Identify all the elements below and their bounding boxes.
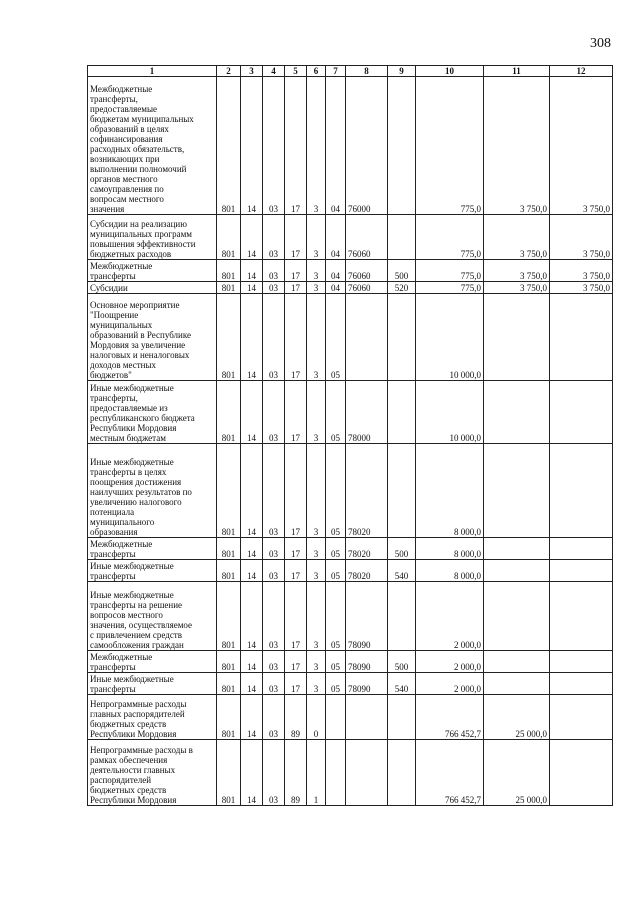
column-header: 1 — [88, 66, 217, 77]
cell-c2: 801 — [217, 651, 241, 673]
table-row — [88, 282, 613, 294]
cell-c10: 766 452,7 — [416, 695, 484, 740]
cell-c9 — [388, 381, 416, 444]
cell-c5: 89 — [285, 740, 307, 806]
cell-c5: 89 — [285, 695, 307, 740]
cell-c6: 3 — [307, 444, 326, 538]
cell-c2: 801 — [217, 260, 241, 282]
cell-c4: 03 — [263, 444, 285, 538]
cell-c8: 76000 — [346, 77, 388, 215]
cell-c8: 78090 — [346, 651, 388, 673]
cell-c6: 3 — [307, 651, 326, 673]
row-name-cell: Межбюджетные трансферты — [88, 260, 217, 282]
cell-c4: 03 — [263, 651, 285, 673]
cell-c3: 14 — [241, 673, 263, 695]
row-name-cell: Непрограммные расходы в рамках обеспечения деятельности главных распорядителей бюджетных средств Республики Мордовия — [88, 740, 217, 806]
cell-c12 — [550, 673, 613, 695]
budget-table — [87, 65, 613, 806]
row-name-cell: Субсидии на реализацию муниципальных программ повышения эффективности бюджетных расходов — [88, 215, 217, 260]
cell-c6: 3 — [307, 381, 326, 444]
cell-c4: 03 — [263, 582, 285, 651]
cell-c11 — [484, 582, 550, 651]
cell-c11 — [484, 560, 550, 582]
cell-c5: 17 — [285, 538, 307, 560]
cell-c3: 14 — [241, 538, 263, 560]
cell-c12 — [550, 651, 613, 673]
cell-c10: 775,0 — [416, 282, 484, 294]
cell-c7: 05 — [326, 673, 346, 695]
table-row — [88, 77, 613, 215]
cell-c7: 05 — [326, 381, 346, 444]
cell-c3: 14 — [241, 215, 263, 260]
cell-c11: 3 750,0 — [484, 282, 550, 294]
cell-c3: 14 — [241, 560, 263, 582]
cell-c12: 3 750,0 — [550, 77, 613, 215]
cell-c9: 500 — [388, 260, 416, 282]
cell-c9 — [388, 695, 416, 740]
cell-c5: 17 — [285, 381, 307, 444]
cell-c3: 14 — [241, 582, 263, 651]
table-row — [88, 651, 613, 673]
cell-c4: 03 — [263, 381, 285, 444]
cell-c10: 2 000,0 — [416, 582, 484, 651]
cell-c8: 76060 — [346, 260, 388, 282]
cell-c5: 17 — [285, 77, 307, 215]
table-row — [88, 381, 613, 444]
cell-c9 — [388, 77, 416, 215]
cell-c4: 03 — [263, 673, 285, 695]
row-name-cell: Иные межбюджетные трансферты, предоставляемые из республиканского бюджета Республики Мордовия местным бюджетам — [88, 381, 217, 444]
cell-c10: 775,0 — [416, 215, 484, 260]
cell-c6: 3 — [307, 673, 326, 695]
cell-c8 — [346, 740, 388, 806]
cell-c5: 17 — [285, 294, 307, 381]
table-body — [88, 77, 613, 806]
cell-c4: 03 — [263, 77, 285, 215]
column-header: 6 — [307, 66, 326, 77]
cell-c5: 17 — [285, 651, 307, 673]
cell-c10: 766 452,7 — [416, 740, 484, 806]
cell-c2: 801 — [217, 673, 241, 695]
cell-c9: 540 — [388, 560, 416, 582]
row-name-cell: Иные межбюджетные трансферты — [88, 673, 217, 695]
cell-c11: 3 750,0 — [484, 260, 550, 282]
cell-c11 — [484, 381, 550, 444]
row-name-cell: Иные межбюджетные трансферты на решение вопросов местного значения, осуществляемое с привлечением средств самообложения граждан — [88, 582, 217, 651]
cell-c11 — [484, 294, 550, 381]
cell-c7: 04 — [326, 282, 346, 294]
cell-c5: 17 — [285, 673, 307, 695]
cell-c8 — [346, 695, 388, 740]
cell-c11 — [484, 673, 550, 695]
cell-c4: 03 — [263, 538, 285, 560]
table-row — [88, 215, 613, 260]
cell-c8: 78090 — [346, 582, 388, 651]
cell-c10: 2 000,0 — [416, 651, 484, 673]
row-name-cell: Субсидии — [88, 282, 217, 294]
cell-c10: 775,0 — [416, 260, 484, 282]
cell-c2: 801 — [217, 444, 241, 538]
cell-c3: 14 — [241, 740, 263, 806]
cell-c7: 04 — [326, 215, 346, 260]
cell-c6: 3 — [307, 582, 326, 651]
cell-c5: 17 — [285, 215, 307, 260]
cell-c12: 3 750,0 — [550, 215, 613, 260]
cell-c5: 17 — [285, 282, 307, 294]
cell-c12 — [550, 740, 613, 806]
cell-c10: 8 000,0 — [416, 444, 484, 538]
cell-c3: 14 — [241, 695, 263, 740]
cell-c12: 3 750,0 — [550, 282, 613, 294]
column-header: 4 — [263, 66, 285, 77]
cell-c11 — [484, 651, 550, 673]
column-header: 7 — [326, 66, 346, 77]
cell-c12: 3 750,0 — [550, 260, 613, 282]
cell-c2: 801 — [217, 282, 241, 294]
cell-c11: 25 000,0 — [484, 740, 550, 806]
cell-c9: 500 — [388, 651, 416, 673]
cell-c2: 801 — [217, 560, 241, 582]
row-name-cell: Межбюджетные трансферты, предоставляемые бюджетам муниципальных образований в целях софинансирования расходных обязательств, возникающих при выполнении полномочий органов местного самоуправления по вопросам местного значения — [88, 77, 217, 215]
cell-c8: 78020 — [346, 560, 388, 582]
cell-c6: 3 — [307, 538, 326, 560]
column-header: 8 — [346, 66, 388, 77]
cell-c2: 801 — [217, 695, 241, 740]
table-row — [88, 444, 613, 538]
row-name-cell: Межбюджетные трансферты — [88, 651, 217, 673]
cell-c12 — [550, 381, 613, 444]
cell-c6: 3 — [307, 215, 326, 260]
cell-c7: 05 — [326, 651, 346, 673]
cell-c8: 78020 — [346, 538, 388, 560]
cell-c11 — [484, 444, 550, 538]
table-row — [88, 740, 613, 806]
cell-c6: 3 — [307, 260, 326, 282]
cell-c4: 03 — [263, 695, 285, 740]
row-name-cell: Межбюджетные трансферты — [88, 538, 217, 560]
cell-c9 — [388, 215, 416, 260]
table-row — [88, 294, 613, 381]
cell-c2: 801 — [217, 294, 241, 381]
cell-c2: 801 — [217, 215, 241, 260]
cell-c6: 1 — [307, 740, 326, 806]
cell-c6: 0 — [307, 695, 326, 740]
cell-c7: 04 — [326, 77, 346, 215]
column-header: 9 — [388, 66, 416, 77]
cell-c7: 05 — [326, 538, 346, 560]
table-row — [88, 538, 613, 560]
cell-c5: 17 — [285, 582, 307, 651]
table-row — [88, 260, 613, 282]
cell-c9 — [388, 740, 416, 806]
cell-c8: 78020 — [346, 444, 388, 538]
page-number: 308 — [590, 36, 611, 51]
cell-c3: 14 — [241, 260, 263, 282]
cell-c12 — [550, 695, 613, 740]
table-row — [88, 582, 613, 651]
cell-c3: 14 — [241, 381, 263, 444]
cell-c7: 05 — [326, 294, 346, 381]
cell-c7: 04 — [326, 260, 346, 282]
cell-c3: 14 — [241, 294, 263, 381]
cell-c9: 500 — [388, 538, 416, 560]
cell-c4: 03 — [263, 294, 285, 381]
cell-c2: 801 — [217, 740, 241, 806]
cell-c6: 3 — [307, 560, 326, 582]
cell-c10: 10 000,0 — [416, 381, 484, 444]
cell-c2: 801 — [217, 538, 241, 560]
cell-c6: 3 — [307, 294, 326, 381]
cell-c11: 3 750,0 — [484, 215, 550, 260]
row-name-cell: Иные межбюджетные трансферты в целях поощрения достижения наилучших результатов по увеличению налогового потенциала муниципального образования — [88, 444, 217, 538]
cell-c12 — [550, 444, 613, 538]
column-header: 5 — [285, 66, 307, 77]
cell-c6: 3 — [307, 77, 326, 215]
cell-c9 — [388, 294, 416, 381]
cell-c9 — [388, 582, 416, 651]
column-header: 3 — [241, 66, 263, 77]
column-header: 12 — [550, 66, 613, 77]
cell-c5: 17 — [285, 260, 307, 282]
cell-c9: 540 — [388, 673, 416, 695]
cell-c7: 05 — [326, 444, 346, 538]
cell-c12 — [550, 294, 613, 381]
cell-c4: 03 — [263, 215, 285, 260]
cell-c8: 78000 — [346, 381, 388, 444]
cell-c12 — [550, 582, 613, 651]
cell-c4: 03 — [263, 282, 285, 294]
cell-c10: 775,0 — [416, 77, 484, 215]
cell-c11: 25 000,0 — [484, 695, 550, 740]
row-name-cell: Непрограммные расходы главных распорядителей бюджетных средств Республики Мордовия — [88, 695, 217, 740]
cell-c8 — [346, 294, 388, 381]
cell-c10: 8 000,0 — [416, 560, 484, 582]
cell-c2: 801 — [217, 582, 241, 651]
cell-c8: 76060 — [346, 282, 388, 294]
cell-c9 — [388, 444, 416, 538]
cell-c3: 14 — [241, 651, 263, 673]
column-header: 2 — [217, 66, 241, 77]
cell-c3: 14 — [241, 282, 263, 294]
cell-c7 — [326, 740, 346, 806]
table-row — [88, 695, 613, 740]
cell-c3: 14 — [241, 444, 263, 538]
table-row — [88, 673, 613, 695]
column-header: 10 — [416, 66, 484, 77]
cell-c10: 2 000,0 — [416, 673, 484, 695]
cell-c5: 17 — [285, 560, 307, 582]
cell-c4: 03 — [263, 560, 285, 582]
row-name-cell: Основное мероприятие "Поощрение муниципальных образований в Республике Мордовия за увеличение налоговых и неналоговых доходов местных бюджетов" — [88, 294, 217, 381]
table-row — [88, 560, 613, 582]
cell-c7 — [326, 695, 346, 740]
header-row — [88, 66, 613, 77]
row-name-cell: Иные межбюджетные трансферты — [88, 560, 217, 582]
cell-c3: 14 — [241, 77, 263, 215]
cell-c8: 78090 — [346, 673, 388, 695]
cell-c6: 3 — [307, 282, 326, 294]
cell-c12 — [550, 538, 613, 560]
cell-c2: 801 — [217, 77, 241, 215]
cell-c8: 76060 — [346, 215, 388, 260]
cell-c4: 03 — [263, 740, 285, 806]
cell-c11: 3 750,0 — [484, 77, 550, 215]
column-header: 11 — [484, 66, 550, 77]
cell-c2: 801 — [217, 381, 241, 444]
cell-c4: 03 — [263, 260, 285, 282]
cell-c11 — [484, 538, 550, 560]
cell-c5: 17 — [285, 444, 307, 538]
cell-c9: 520 — [388, 282, 416, 294]
cell-c7: 05 — [326, 582, 346, 651]
cell-c7: 05 — [326, 560, 346, 582]
cell-c10: 8 000,0 — [416, 538, 484, 560]
cell-c12 — [550, 560, 613, 582]
cell-c10: 10 000,0 — [416, 294, 484, 381]
